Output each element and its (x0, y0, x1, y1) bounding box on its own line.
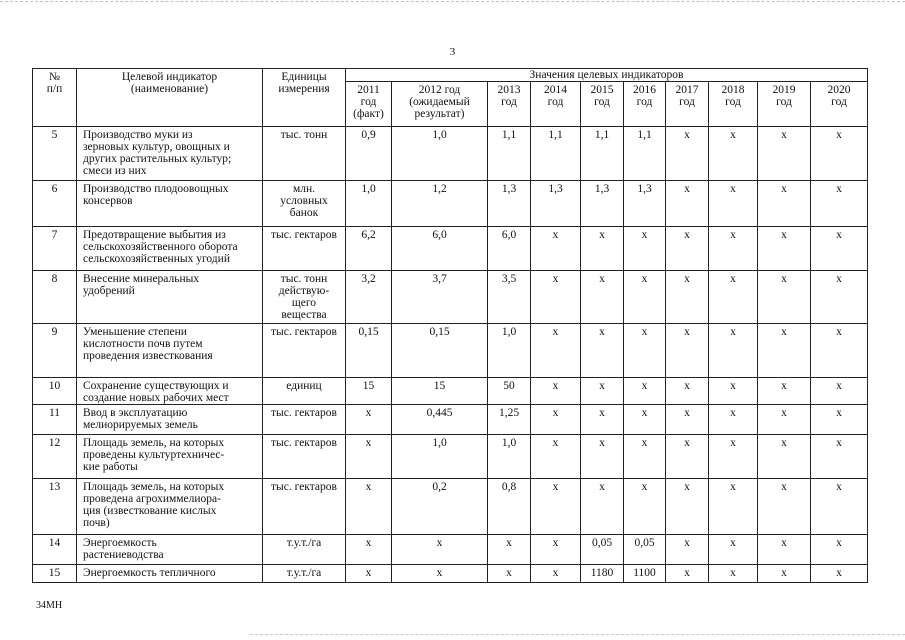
indicator-value: 0,2 (392, 479, 488, 535)
indicator-value: 1,3 (624, 181, 666, 227)
indicator-value: x (346, 405, 392, 435)
indicator-name: Ввод в эксплуатацию мелиорируемых земель (77, 405, 263, 435)
indicator-value: x (581, 227, 624, 271)
unit-of-measure: тыс. тонн действую- щего вещества (263, 271, 346, 324)
table-row (33, 227, 868, 271)
indicator-value: x (709, 324, 758, 378)
indicator-value: 50 (488, 378, 531, 405)
header-year: 2011 год (факт) (346, 82, 392, 127)
table-row (33, 378, 868, 405)
indicator-value: x (666, 565, 709, 583)
indicator-value: x (346, 435, 392, 479)
indicator-value: x (811, 405, 868, 435)
indicator-value: x (531, 535, 581, 565)
indicator-value: 6,0 (392, 227, 488, 271)
header-year: 2018 год (709, 82, 758, 127)
row-number: 11 (33, 405, 77, 435)
indicator-value: x (624, 405, 666, 435)
indicator-value: x (346, 565, 392, 583)
row-number: 9 (33, 324, 77, 378)
indicator-value: x (666, 181, 709, 227)
indicator-value: 1180 (581, 565, 624, 583)
indicator-value: 1,1 (581, 127, 624, 181)
table-row (33, 565, 868, 583)
header-year: 2019 год (758, 82, 811, 127)
indicator-value: x (666, 479, 709, 535)
row-number: 14 (33, 535, 77, 565)
indicator-value: x (811, 127, 868, 181)
indicator-value: x (581, 378, 624, 405)
indicator-value: 1,0 (392, 127, 488, 181)
indicator-value: x (758, 127, 811, 181)
indicator-value: x (666, 435, 709, 479)
unit-of-measure: т.у.т./га (263, 565, 346, 583)
unit-of-measure: тыс. гектаров (263, 435, 346, 479)
indicator-value: x (811, 535, 868, 565)
indicator-value: x (531, 435, 581, 479)
indicator-value: x (709, 271, 758, 324)
indicator-value: x (488, 535, 531, 565)
indicator-name: Площадь земель, на которых проведены культуртехничес- кие работы (77, 435, 263, 479)
indicator-value: x (624, 378, 666, 405)
indicator-value: x (666, 227, 709, 271)
indicator-value: x (581, 271, 624, 324)
indicator-value: x (709, 479, 758, 535)
indicator-value: x (758, 324, 811, 378)
indicator-name: Производство муки из зерновых культур, овощных и других растительных культур; смеси из них (77, 127, 263, 181)
indicator-value: x (581, 435, 624, 479)
indicator-value: x (811, 378, 868, 405)
indicator-name: Энергоемкость растениеводства (77, 535, 263, 565)
indicator-value: x (811, 565, 868, 583)
indicator-value: x (811, 435, 868, 479)
table-row (33, 405, 868, 435)
indicator-value: 1100 (624, 565, 666, 583)
unit-of-measure: тыс. гектаров (263, 324, 346, 378)
indicator-value: 1,1 (531, 127, 581, 181)
indicator-value: x (531, 479, 581, 535)
indicator-value: 6,2 (346, 227, 392, 271)
indicator-value: x (581, 479, 624, 535)
indicator-value: x (531, 565, 581, 583)
indicator-value: 15 (392, 378, 488, 405)
indicator-value: 0,05 (624, 535, 666, 565)
indicator-value: 3,2 (346, 271, 392, 324)
header-year: 2020 год (811, 82, 868, 127)
indicator-value: 1,3 (531, 181, 581, 227)
unit-of-measure: млн. условных банок (263, 181, 346, 227)
indicator-value: x (392, 535, 488, 565)
indicator-name: Производство плодоовощных консервов (77, 181, 263, 227)
indicator-name: Внесение минеральных удобрений (77, 271, 263, 324)
indicator-value: x (666, 535, 709, 565)
header-year: 2012 год (ожидаемый результат) (392, 82, 488, 127)
header-year: 2017 год (666, 82, 709, 127)
indicator-value: 15 (346, 378, 392, 405)
indicator-value: x (811, 479, 868, 535)
header-number: № п/п (33, 69, 77, 127)
scan-top-edge (0, 1, 905, 2)
indicator-value: x (624, 435, 666, 479)
indicator-value: x (709, 565, 758, 583)
indicator-name: Предотвращение выбытия из сельскохозяйственного оборота сельскохозяйственных угодий (77, 227, 263, 271)
indicator-value: x (624, 271, 666, 324)
scan-bottom-edge (250, 634, 905, 635)
indicator-value: 0,05 (581, 535, 624, 565)
row-number: 10 (33, 378, 77, 405)
indicator-value: x (811, 181, 868, 227)
indicator-value: 1,25 (488, 405, 531, 435)
unit-of-measure: тыс. гектаров (263, 479, 346, 535)
indicator-value: x (666, 378, 709, 405)
indicator-value: x (624, 479, 666, 535)
indicator-value: 1,0 (392, 435, 488, 479)
table-row (33, 271, 868, 324)
indicator-value: x (709, 435, 758, 479)
table-row (33, 181, 868, 227)
row-number: 6 (33, 181, 77, 227)
indicator-value: x (581, 324, 624, 378)
indicator-value: 1,1 (488, 127, 531, 181)
indicator-value: 0,445 (392, 405, 488, 435)
unit-of-measure: тыс. гектаров (263, 405, 346, 435)
row-number: 15 (33, 565, 77, 583)
table-row (33, 127, 868, 181)
indicator-value: 0,8 (488, 479, 531, 535)
row-number: 5 (33, 127, 77, 181)
indicator-value: x (531, 227, 581, 271)
row-number: 12 (33, 435, 77, 479)
indicator-value: x (709, 181, 758, 227)
indicator-value: x (709, 405, 758, 435)
indicator-value: x (811, 227, 868, 271)
indicator-value: x (709, 127, 758, 181)
indicator-value: x (666, 324, 709, 378)
indicator-value: 1,1 (624, 127, 666, 181)
header-values-group: Значения целевых индикаторов (346, 69, 868, 82)
target-indicators-table (32, 68, 868, 583)
table-row (33, 435, 868, 479)
footer-code: 34МН (36, 600, 63, 611)
indicator-name: Энергоемкость тепличного (77, 565, 263, 583)
unit-of-measure: единиц (263, 378, 346, 405)
table-row (33, 479, 868, 535)
header-year: 2016 год (624, 82, 666, 127)
table-row (33, 535, 868, 565)
indicator-value: x (758, 535, 811, 565)
header-year: 2014 год (531, 82, 581, 127)
table-row (33, 324, 868, 378)
indicator-value: x (346, 535, 392, 565)
indicator-value: x (531, 405, 581, 435)
indicator-value: x (624, 324, 666, 378)
indicator-value: x (392, 565, 488, 583)
indicator-value: 1,2 (392, 181, 488, 227)
row-number: 7 (33, 227, 77, 271)
unit-of-measure: т.у.т./га (263, 535, 346, 565)
header-unit: Единицы измерения (263, 69, 346, 127)
indicator-value: x (758, 227, 811, 271)
indicator-value: 1,0 (346, 181, 392, 227)
indicator-value: x (531, 324, 581, 378)
indicator-value: x (758, 378, 811, 405)
indicator-value: x (758, 181, 811, 227)
indicator-name: Площадь земель, на которых проведена агрохиммелиора- ция (известкование кислых почв) (77, 479, 263, 535)
indicator-name: Уменьшение степени кислотности почв путем проведения известкования (77, 324, 263, 378)
indicator-value: 0,9 (346, 127, 392, 181)
indicator-value: x (811, 271, 868, 324)
indicator-value: 1,3 (581, 181, 624, 227)
indicator-value: x (709, 378, 758, 405)
indicator-value: x (758, 405, 811, 435)
indicator-value: 0,15 (392, 324, 488, 378)
indicator-value: 0,15 (346, 324, 392, 378)
indicator-value: x (624, 227, 666, 271)
indicator-value: x (758, 479, 811, 535)
indicator-value: x (811, 324, 868, 378)
page-number: 3 (449, 46, 456, 58)
indicator-name: Сохранение существующих и создание новых рабочих мест (77, 378, 263, 405)
indicator-value: x (666, 405, 709, 435)
unit-of-measure: тыс. тонн (263, 127, 346, 181)
indicator-value: x (346, 479, 392, 535)
indicator-value: 3,7 (392, 271, 488, 324)
header-year: 2013 год (488, 82, 531, 127)
indicator-value: x (666, 127, 709, 181)
header-year: 2015 год (581, 82, 624, 127)
indicator-value: x (758, 271, 811, 324)
indicator-value: 1,0 (488, 435, 531, 479)
indicator-value: x (531, 271, 581, 324)
indicator-value: 3,5 (488, 271, 531, 324)
indicator-value: x (581, 405, 624, 435)
indicator-value: x (666, 271, 709, 324)
indicator-value: x (758, 435, 811, 479)
indicator-value: x (709, 535, 758, 565)
indicator-value: x (709, 227, 758, 271)
indicator-value: 1,3 (488, 181, 531, 227)
indicator-value: 6,0 (488, 227, 531, 271)
indicator-value: x (758, 565, 811, 583)
indicator-value: x (488, 565, 531, 583)
header-indicator: Целевой индикатор (наименование) (77, 69, 263, 127)
row-number: 8 (33, 271, 77, 324)
row-number: 13 (33, 479, 77, 535)
indicator-value: x (531, 378, 581, 405)
unit-of-measure: тыс. гектаров (263, 227, 346, 271)
indicator-value: 1,0 (488, 324, 531, 378)
